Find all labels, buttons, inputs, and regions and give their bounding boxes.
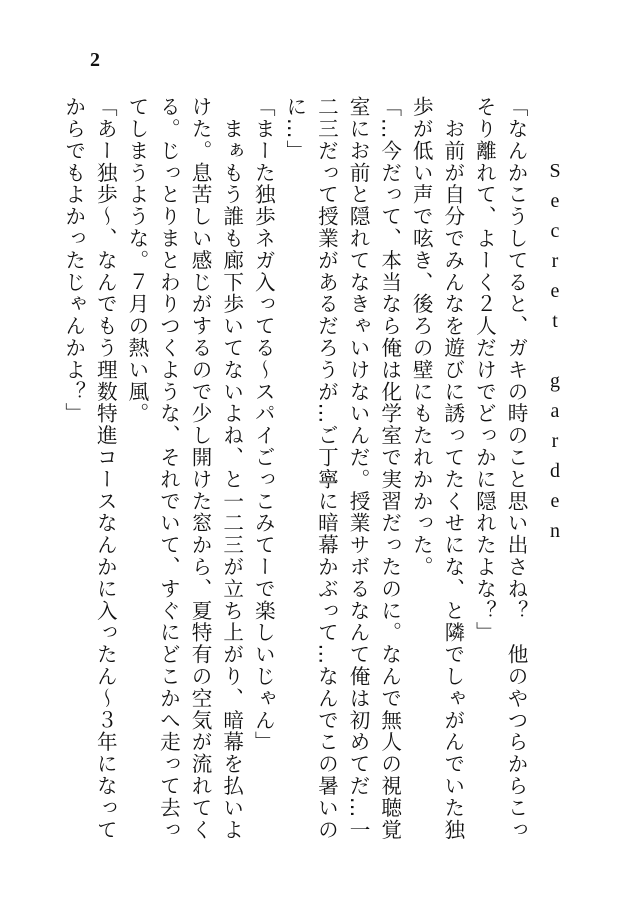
text-line: 「あー独歩～、なんでもう理数特進コースなんかに入ったん～３年になって <box>93 96 118 841</box>
page-number: 2 <box>90 49 100 71</box>
text-line: 「まーた独歩ネガ入ってる～スパイごっこみてーで楽しいじゃん」 <box>251 96 276 753</box>
text-line: からでもよかったじゃんかよ？」 <box>61 96 86 425</box>
text-line: 二三だって授業があるだろうが…ご丁寧に暗幕かぶって…なんでこの暑いの <box>314 96 339 841</box>
text-line: てしまうような。７月の熱い風。 <box>124 96 149 425</box>
text-line: 「なんかこうしてると、ガキの時のこと思い出さね？ 他のやつらからこっ <box>504 96 528 841</box>
text-line: けた。息苦しい感じがするので少し開けた窓から、夏特有の空気が流れてく <box>188 96 213 841</box>
text-line: 歩が低い声で呟き、後ろの壁にもたれかかった。 <box>409 96 434 578</box>
text-line: に…」 <box>282 96 307 162</box>
chapter-title: Secret garden <box>544 160 566 550</box>
text-line: お前が自分でみんなを遊びに誘ってたくせにな、と隣でしゃがんでいた独 <box>440 96 465 841</box>
text-line: 「…今だって、本当なら俺は化学室で実習だったのに。なんで無人の視聴覚 <box>377 96 402 841</box>
text-line: そり離れて、よーく２人だけでどっかに隠れたよな？」 <box>472 96 497 644</box>
text-line: 室にお前と隠れてなきゃいけないんだ。授業サボるなんて俺は初めてだ…一 <box>346 96 371 841</box>
text-line: る。じっとりまとわりつくような、それでいて、すぐにどこかへ走って去っ <box>156 96 181 841</box>
text-line: まぁもう誰も廊下歩いてないよね、と一二三が立ち上がり、暗幕を払いよ <box>219 96 244 841</box>
body-text <box>61 96 531 841</box>
